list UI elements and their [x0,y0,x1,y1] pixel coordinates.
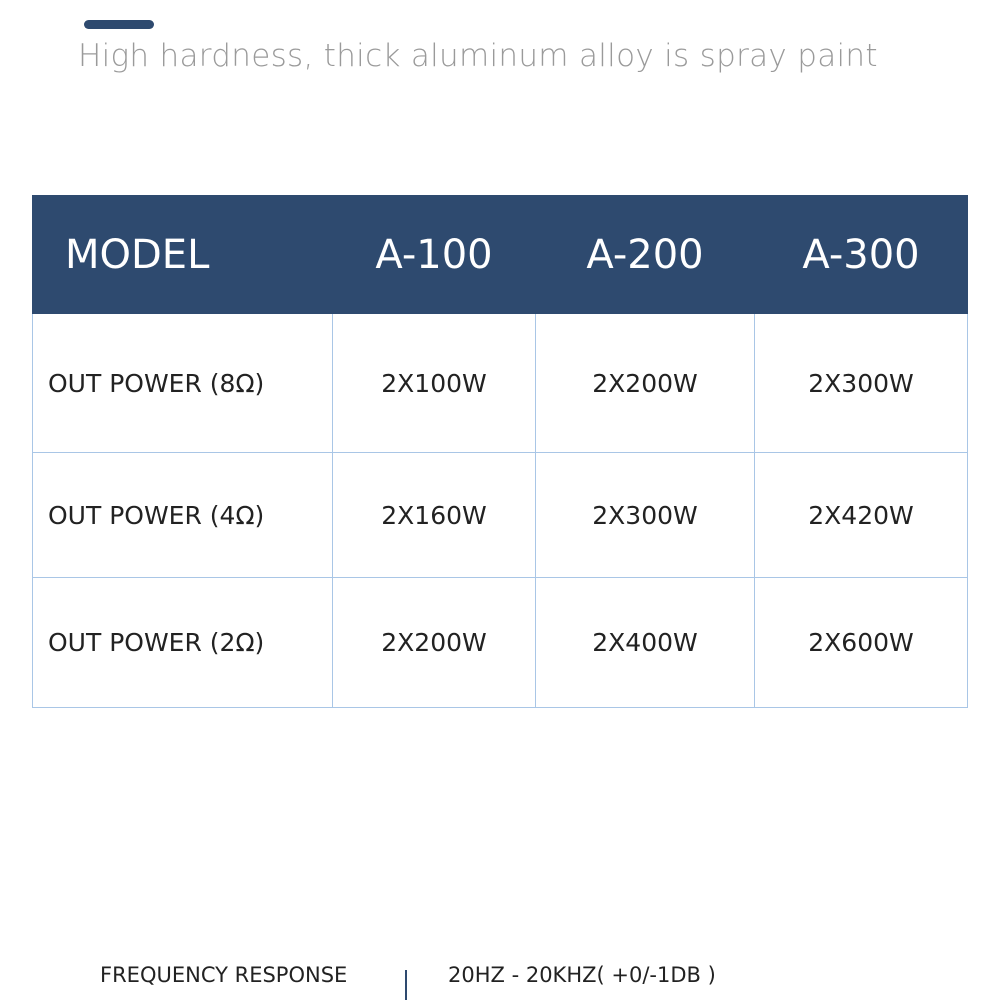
frequency-response-value: 20HZ - 20KHZ( +0/-1DB ) [448,963,716,987]
row-label: OUT POWER (8Ω) [33,314,333,453]
accent-bar [84,20,154,29]
frequency-response-label: FREQUENCY RESPONSE [100,963,348,987]
header-cell-a200: A-200 [536,196,755,314]
subtitle: High hardness, thick aluminum alloy is spray paint [78,38,878,74]
table-cell: 2X400W [536,578,755,708]
table-row [33,578,968,708]
row-label: OUT POWER (4Ω) [33,453,333,578]
table-cell: 2X420W [755,453,968,578]
header-cell-model: MODEL [33,196,333,314]
table-header-row [33,196,968,314]
header-cell-a300: A-300 [755,196,968,314]
divider [405,970,407,1000]
table-row [33,314,968,453]
row-label: OUT POWER (2Ω) [33,578,333,708]
table-cell: 2X600W [755,578,968,708]
header-cell-a100: A-100 [333,196,536,314]
spec-table [32,195,968,708]
table-cell: 2X300W [755,314,968,453]
table-row [33,453,968,578]
table-cell: 2X200W [536,314,755,453]
table-cell: 2X160W [333,453,536,578]
table-cell: 2X100W [333,314,536,453]
table-cell: 2X200W [333,578,536,708]
table-cell: 2X300W [536,453,755,578]
